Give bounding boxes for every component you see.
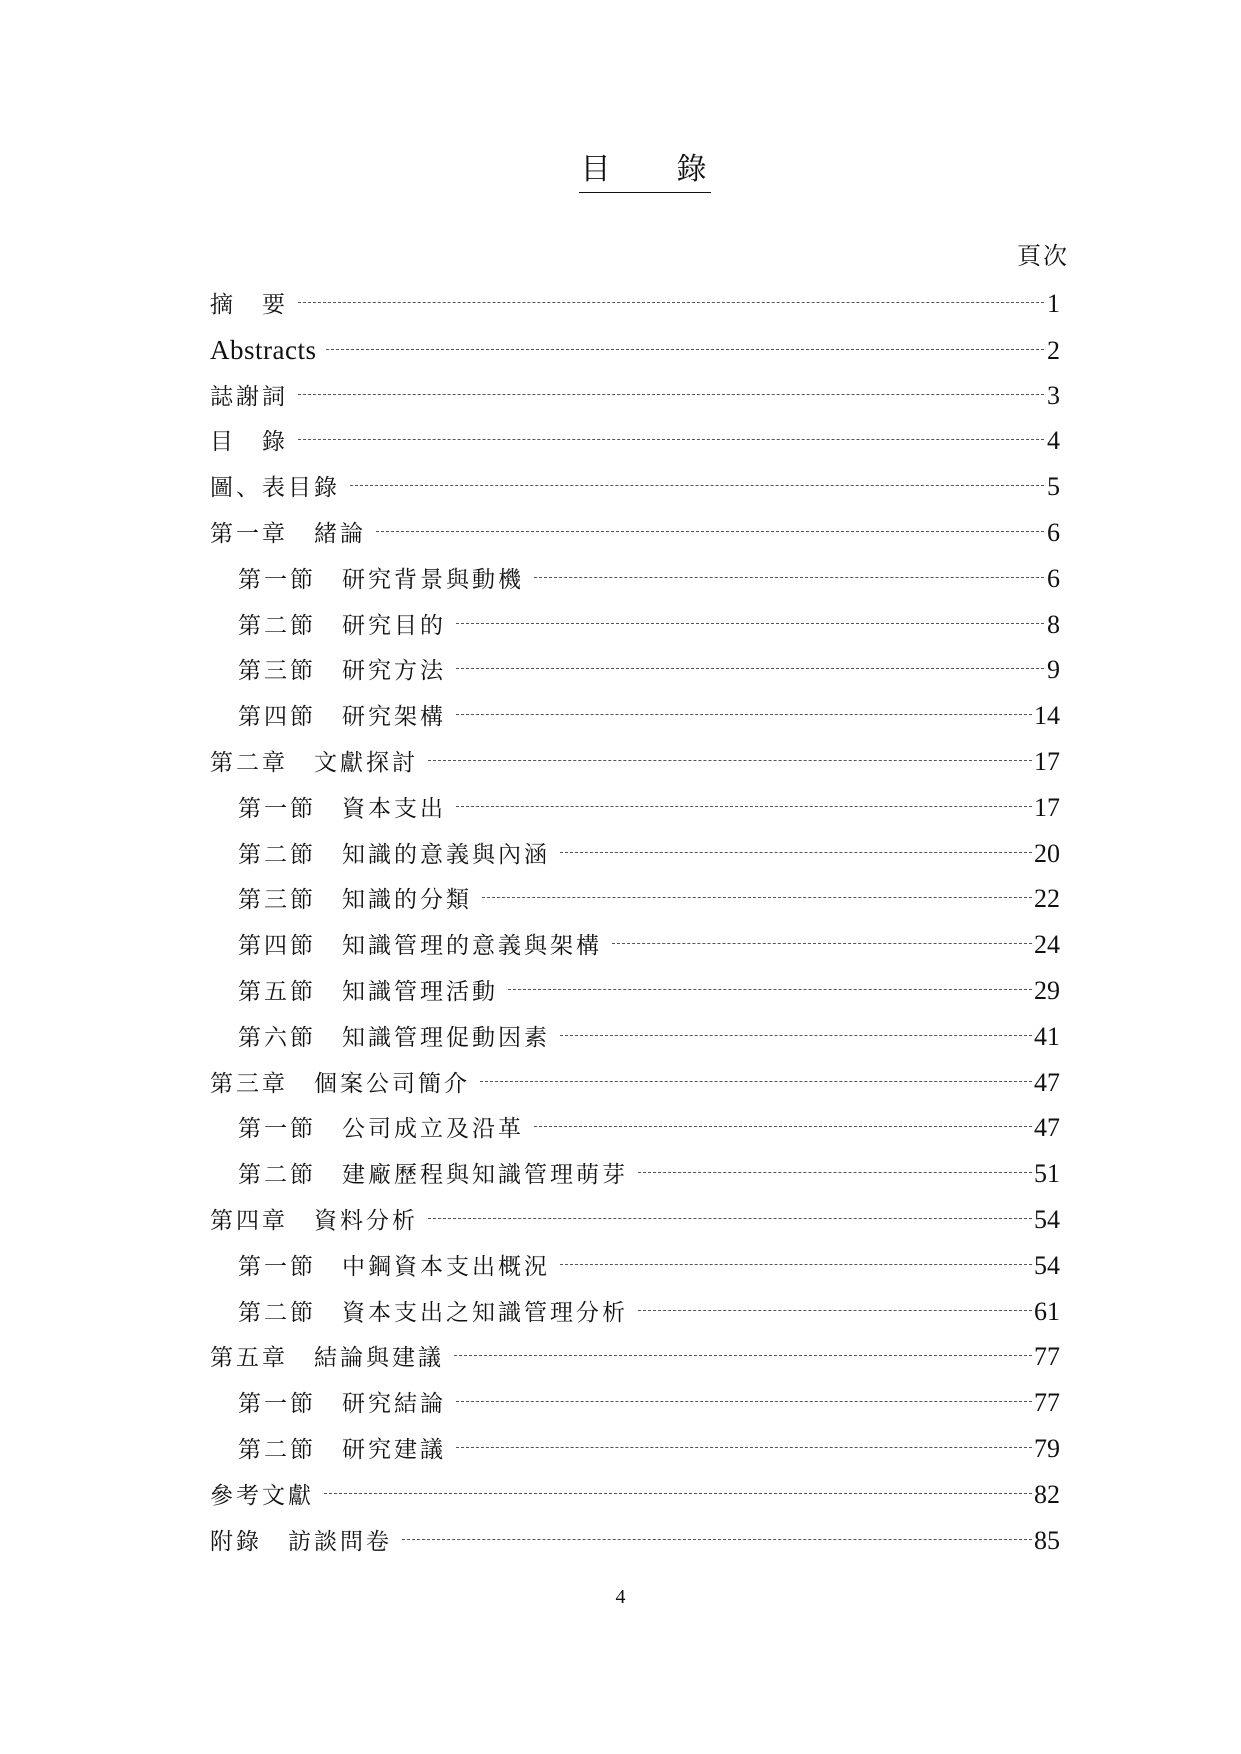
toc-dash-leader	[534, 1126, 1032, 1127]
toc-section-entry	[210, 1158, 1060, 1204]
toc-entry-label: 第五章 結論與建議	[210, 1345, 444, 1372]
toc-entry	[210, 288, 1060, 334]
toc-dash-leader	[560, 1264, 1032, 1265]
toc-entry-page: 79	[1034, 1433, 1060, 1463]
toc-entry	[210, 425, 1060, 471]
toc-entry-page: 51	[1034, 1159, 1060, 1189]
toc-dash-leader	[454, 1355, 1032, 1356]
toc-section-entry	[210, 1112, 1060, 1158]
toc-entry	[210, 334, 1060, 380]
toc-title-text: 目 錄	[579, 150, 711, 193]
toc-entry-page: 17	[1034, 746, 1060, 776]
table-of-contents	[210, 288, 1060, 1570]
toc-section-entry	[210, 1433, 1060, 1479]
toc-section-entry	[210, 700, 1060, 746]
toc-entry-page: 61	[1034, 1296, 1060, 1326]
toc-dash-leader	[638, 1172, 1032, 1173]
toc-entry-page: 17	[1034, 792, 1060, 822]
toc-entry-page: 77	[1034, 1388, 1060, 1418]
toc-entry-label: 第一節 中鋼資本支出概況	[238, 1253, 550, 1280]
toc-entry-label: 參考文獻	[210, 1482, 314, 1509]
toc-section-entry	[210, 609, 1060, 655]
toc-dash-leader	[376, 531, 1044, 532]
toc-entry-label: 摘 要	[210, 292, 288, 318]
toc-dash-leader	[534, 577, 1044, 578]
toc-section-entry	[210, 838, 1060, 884]
toc-entry-label: 第二章 文獻探討	[210, 749, 418, 776]
toc-entry-label: 第一節 資本支出	[238, 795, 446, 822]
toc-section-entry	[210, 1387, 1060, 1433]
toc-dash-leader	[298, 302, 1044, 303]
toc-entry-label: 第三節 研究方法	[238, 658, 446, 685]
toc-dash-leader	[456, 714, 1032, 715]
toc-dash-leader	[456, 1401, 1032, 1402]
toc-section-entry	[210, 1250, 1060, 1296]
toc-dash-leader	[508, 989, 1032, 990]
toc-entry-page: 20	[1034, 838, 1060, 868]
toc-dash-leader	[326, 349, 1044, 350]
toc-entry-page: 2	[1047, 335, 1060, 365]
toc-entry	[210, 471, 1060, 517]
toc-entry	[210, 1479, 1060, 1525]
toc-dash-leader	[350, 485, 1044, 486]
toc-entry-label: 附錄 訪談問卷	[210, 1528, 392, 1555]
toc-entry-label: 第四章 資料分析	[210, 1207, 418, 1234]
toc-section-entry	[210, 792, 1060, 838]
toc-entry-page: 6	[1047, 517, 1060, 547]
toc-section-entry	[210, 1021, 1060, 1067]
toc-entry-label: 第二節 資本支出之知識管理分析	[238, 1299, 628, 1326]
toc-entry-label: 誌謝詞	[210, 383, 288, 410]
toc-entry-page: 54	[1034, 1250, 1060, 1280]
toc-dash-leader	[612, 943, 1032, 944]
toc-dash-leader	[324, 1493, 1032, 1494]
toc-entry-page: 24	[1034, 930, 1060, 960]
toc-dash-leader	[298, 439, 1044, 440]
toc-dash-leader	[456, 623, 1044, 624]
toc-entry-label: 第一節 研究背景與動機	[238, 566, 524, 593]
toc-entry-page: 6	[1047, 563, 1060, 593]
toc-entry-label: 目 錄	[210, 429, 288, 456]
page-number: 4	[615, 1586, 626, 1608]
toc-dash-leader	[456, 1447, 1032, 1448]
toc-entry	[210, 380, 1060, 426]
toc-section-entry	[210, 563, 1060, 609]
toc-entry	[210, 1067, 1060, 1113]
toc-entry	[210, 517, 1060, 563]
toc-entry-page: 4	[1047, 426, 1060, 456]
toc-entry-page: 41	[1034, 1021, 1060, 1051]
toc-dash-leader	[298, 394, 1044, 395]
toc-dash-leader	[560, 1035, 1032, 1036]
toc-section-entry	[210, 929, 1060, 975]
toc-dash-leader	[456, 668, 1044, 669]
toc-entry-page: 47	[1034, 1067, 1060, 1097]
toc-entry-label: 第一節 研究結論	[238, 1391, 446, 1418]
toc-entry-label: 第五節 知識管理活動	[238, 978, 498, 1005]
toc-entry-label: 第一章 緒論	[210, 520, 366, 547]
toc-entry-page: 5	[1047, 472, 1060, 502]
toc-section-entry	[210, 975, 1060, 1021]
page-column-header: 頁次	[1017, 242, 1069, 270]
toc-entry-label: 第二節 知識的意義與內涵	[238, 841, 550, 868]
toc-entry-page: 77	[1034, 1342, 1060, 1372]
toc-entry-label: 第四節 研究架構	[238, 704, 446, 731]
toc-dash-leader	[480, 1081, 1032, 1082]
toc-entry-page: 14	[1034, 701, 1060, 731]
toc-entry-label: 第四節 知識管理的意義與架構	[238, 933, 602, 960]
toc-dash-leader	[428, 760, 1032, 761]
toc-dash-leader	[428, 1218, 1032, 1219]
toc-entry-label: 第二節 研究建議	[238, 1436, 446, 1463]
toc-dash-leader	[638, 1310, 1032, 1311]
toc-section-entry	[210, 654, 1060, 700]
toc-entry-label: 第三章 個案公司簡介	[210, 1070, 470, 1097]
toc-entry	[210, 746, 1060, 792]
toc-entry-label: Abstracts	[210, 334, 317, 365]
toc-dash-leader	[482, 897, 1032, 898]
toc-entry-page: 29	[1034, 975, 1060, 1005]
toc-entry-label: 第一節 公司成立及沿革	[238, 1116, 524, 1143]
toc-entry-page: 3	[1047, 380, 1060, 410]
toc-entry-page: 9	[1047, 655, 1060, 685]
toc-entry	[210, 1204, 1060, 1250]
toc-entry-label: 第三節 知識的分類	[238, 887, 472, 914]
toc-section-entry	[210, 1296, 1060, 1342]
toc-entry-page: 54	[1034, 1204, 1060, 1234]
toc-entry	[210, 1525, 1060, 1571]
toc-entry-page: 22	[1034, 884, 1060, 914]
toc-dash-leader	[560, 852, 1032, 853]
toc-entry-label: 第六節 知識管理促動因素	[238, 1024, 550, 1051]
toc-entry	[210, 1341, 1060, 1387]
toc-entry-page: 82	[1034, 1479, 1060, 1509]
toc-dash-leader	[456, 806, 1032, 807]
toc-section-entry	[210, 883, 1060, 929]
toc-title	[0, 150, 1241, 193]
toc-entry-label: 圖、表目錄	[210, 475, 340, 502]
toc-entry-page: 85	[1034, 1525, 1060, 1555]
toc-entry-page: 1	[1047, 289, 1060, 318]
toc-entry-page: 47	[1034, 1113, 1060, 1143]
toc-entry-label: 第二節 建廠歷程與知識管理萌芽	[238, 1162, 628, 1189]
toc-entry-page: 8	[1047, 609, 1060, 639]
toc-entry-label: 第二節 研究目的	[238, 612, 446, 639]
toc-dash-leader	[402, 1539, 1032, 1540]
